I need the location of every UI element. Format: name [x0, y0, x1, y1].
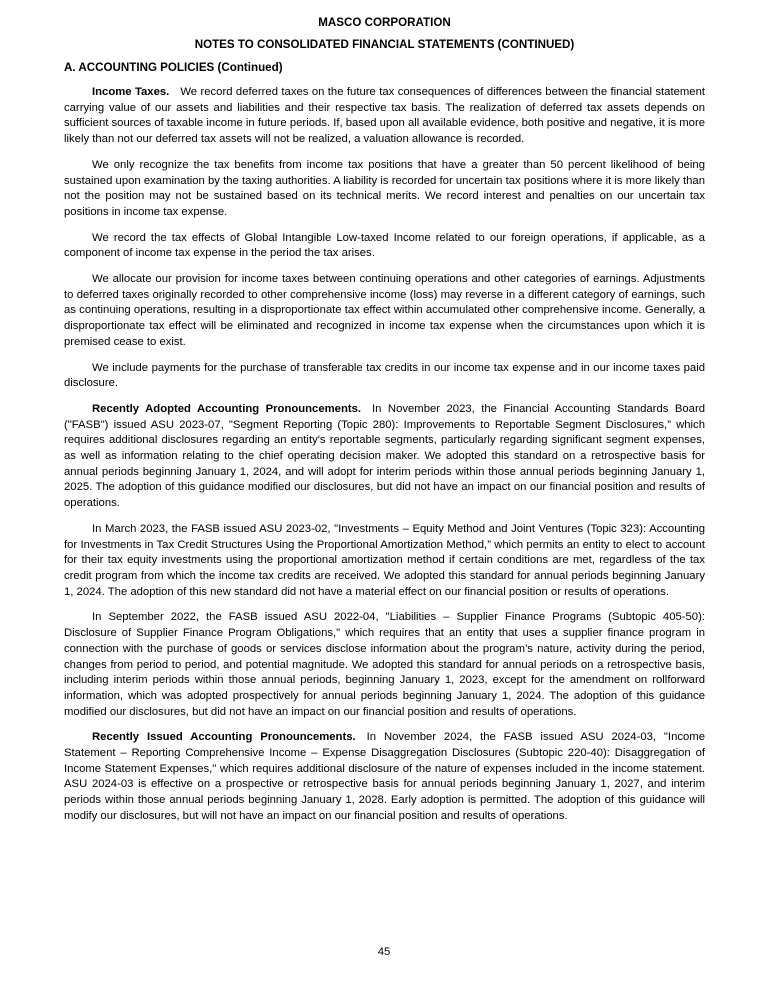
- paragraph-lead-recently-adopted: Recently Adopted Accounting Pronouncements.: [92, 402, 362, 415]
- paragraph-recently-issued: [64, 730, 705, 824]
- paragraph-recently-adopted: [64, 402, 705, 512]
- document-subtitle: NOTES TO CONSOLIDATED FINANCIAL STATEMENTS (CONTINUED): [194, 38, 575, 51]
- paragraph-provision-allocation: [64, 272, 705, 351]
- paragraph-text: We record the tax effects of Global Intangible Low-taxed Income related to our foreign operations, if applicable, as a component of income tax expense in the period the tax arises.: [64, 231, 705, 260]
- paragraph-asu-2022-04: [64, 610, 705, 720]
- paragraph-tax-benefits: [64, 158, 705, 221]
- paragraph-text: We include payments for the purchase of transferable tax credits in our income tax expense and in our income taxes paid disclosure.: [64, 361, 705, 390]
- paragraph-text: We allocate our provision for income taxes between continuing operations and other categories of earnings. Adjustments to deferred taxes originally recorded to other comprehensive income (loss) may reverse in a different category of earnings, such as continuing operations, resulting in a disproportionate tax effect within accumulated other comprehensive income. Generally, a disproportionate tax effect will be eliminated and recognized in income tax expense when the circumstances upon which it is premised cease to exist.: [64, 273, 705, 348]
- section-heading: A. ACCOUNTING POLICIES (Continued): [64, 61, 283, 74]
- paragraph-text: We only recognize the tax benefits from income tax positions that have a greater than 50 percent likelihood of being sustained upon examination by the taxing authorities. A liability is recorded for uncertain tax positions where it is more likely than not the position may not be sustained based on its technical merits. We record interest and penalties on our uncertain tax positions in income tax expense.: [64, 158, 705, 218]
- paragraph-text: In November 2023, the Financial Accounting Standards Board ("FASB") issued ASU 2023-07, "Segment Reporting (Topic 280): Improvements to Reportable Segment Disclosures,” which requires additional disclosures regarding an entity's reportable segments, particularly regarding significant segment expenses, as well as information relating to the chief operating decision maker. We adopted this standard on a retrospective basis for annual periods beginning January 1, 2024, and will adopt for interim periods within those annual periods beginning January 1, 2025. The adoption of this guidance modified our disclosures, but did not have an impact on our financial position and results of operations.: [64, 402, 705, 510]
- paragraph-asu-2023-02: [64, 522, 705, 601]
- paragraph-income-taxes: [64, 85, 705, 148]
- page-number: 45: [377, 946, 391, 958]
- paragraph-lead-recently-issued: Recently Issued Accounting Pronouncements.: [92, 731, 356, 744]
- paragraph-transferable-credits: [64, 361, 705, 392]
- paragraph-text: In September 2022, the FASB issued ASU 2022-04, "Liabilities – Supplier Finance Programs (Subtopic 405-50): Disclosure of Supplier Finance Program Obligations," which requires that an entity that uses a supplier finance program in connection with the purchase of goods or services disclose information about the program’s nature, activity during the period, changes from period to period, and potential magnitude. We adopted this standard for annual periods on a retrospective basis, including interim periods within those annual periods, beginning January 1, 2023, except for the amendment on rollforward information, which was adopted prospectively for annual periods beginning January 1, 2024. The adoption of this guidance modified our disclosures, but did not have an impact on our financial position and results of operations.: [64, 611, 705, 718]
- paragraph-gilti: [64, 231, 705, 262]
- paragraph-text: In March 2023, the FASB issued ASU 2023-02, "Investments – Equity Method and Joint Ventures (Topic 323): Accounting for Investments in Tax Credit Structures Using the Proportional Amortization Method,” which permits an entity to elect to account for their tax equity investments using the proportional amortization method if certain conditions are met, regardless of the tax credit program from which the income tax credits are received. We adopted this standard for annual periods beginning January 1, 2024. The adoption of this new standard did not have a material effect on our financial position or results of operations.: [64, 522, 705, 598]
- paragraph-text: We record deferred taxes on the future tax consequences of differences between the financial statement carrying value of our assets and liabilities and their respective tax basis. The realization of deferred tax assets depends on sufficient sources of taxable income in future periods. If, based upon all available evidence, both positive and negative, it is more likely than not our deferred tax assets will not be realized, a valuation allowance is recorded.: [64, 86, 706, 146]
- paragraph-text: In November 2024, the FASB issued ASU 2024-03, "Income Statement – Reporting Comprehensive Income – Expense Disaggregation Disclosures (Subtopic 220-40): Disaggregation of Income Statement Expenses," which requires additional disclosure of the nature of expenses included in the income statement. ASU 2024-03 is effective on a prospective or retrospective basis for annual periods beginning January 1, 2027, and interim periods within those annual periods beginning January 1, 2028. Early adoption is permitted. The adoption of this guidance will modify our disclosures, but will not have an impact on our financial position and results of operations.: [64, 731, 705, 822]
- company-title: MASCO CORPORATION: [318, 16, 451, 29]
- paragraph-lead-income-taxes: Income Taxes.: [92, 86, 170, 98]
